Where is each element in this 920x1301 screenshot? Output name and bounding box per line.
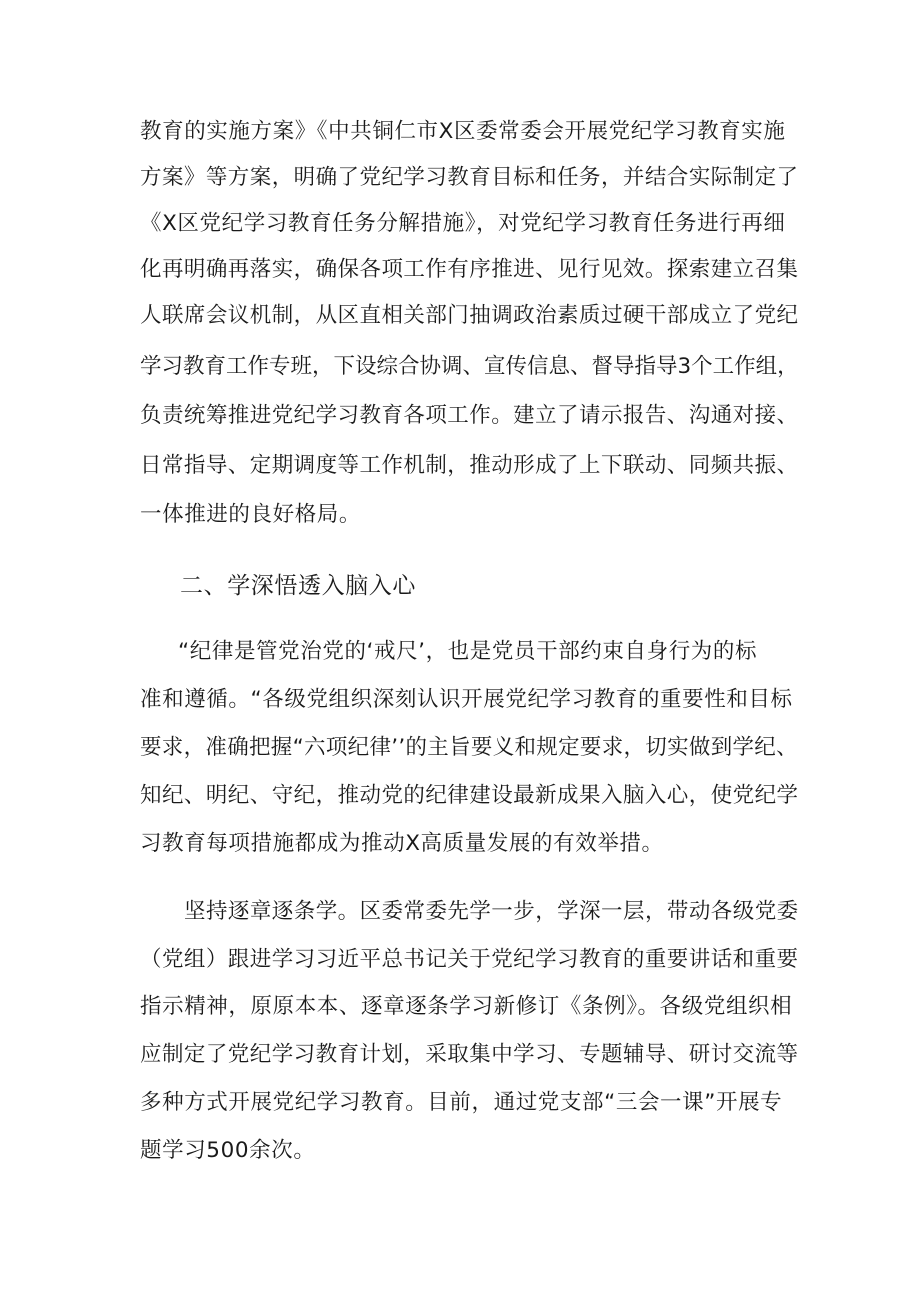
paragraph-line: 指示精神，原原本本、逐章逐条学习新修订《条例》。各级党组织相 <box>140 994 793 1019</box>
paragraph-line: 《X区党纪学习教育任务分解措施》，对党纪学习教育任务进行再细 <box>140 211 786 236</box>
paragraph-line: 化再明确再落实，确保各项工作有序推进、见行见效。探索建立召集 <box>140 257 799 282</box>
section-heading: 二、学深悟透入脑入心 <box>180 573 416 599</box>
paragraph-line: 多种方式开展党纪学习教育。目前，通过党支部“三会一课”开展专 <box>140 1090 783 1115</box>
paragraph-line: 学习教育工作专班，下设综合协调、宣传信息、督导指导3个工作组， <box>140 354 799 379</box>
paragraph-line: 负责统筹推进党纪学习教育各项工作。建立了请示报告、沟通对接、 <box>140 403 799 428</box>
paragraph-line: 人联席会议机制，从区直相关部门抽调政治素质过硬干部成立了党纪 <box>140 303 799 328</box>
paragraph-line: 日常指导、定期调度等工作机制，推动形成了上下联动、同频共振、 <box>140 453 799 478</box>
paragraph-line: 一体推进的良好格局。 <box>140 502 362 527</box>
paragraph-line: 要求，准确把握“六项纪律’’的主旨要义和规定要求，切实做到学纪、 <box>140 735 798 760</box>
paragraph-line: “纪律是管党治党的‘戒尺’，也是党员干部约束自身行为的标 <box>178 639 758 664</box>
paragraph-line: 坚持逐章逐条学。区委常委先学一步，学深一层，带动各级党委 <box>184 899 799 924</box>
paragraph-line: 准和遵循。“各级党组织深刻认识开展党纪学习教育的重要性和目标 <box>140 687 793 712</box>
paragraph-line: 方案》等方案，明确了党纪学习教育目标和任务，并结合实际制定了 <box>140 165 799 190</box>
paragraph-line: （党组）跟进学习习近平总书记关于党纪学习教育的重要讲话和重要 <box>140 947 799 972</box>
paragraph-line: 教育的实施方案》《中共铜仁市X区委常委会开展党纪学习教育实施 <box>140 119 786 144</box>
paragraph-line: 题学习500余次。 <box>140 1138 316 1163</box>
paragraph-line: 习教育每项措施都成为推动X高质量发展的有效举措。 <box>140 831 664 856</box>
paragraph-line: 应制定了党纪学习教育计划，采取集中学习、专题辅导、研讨交流等 <box>140 1042 799 1067</box>
paragraph-line: 知纪、明纪、守纪，推动党的纪律建设最新成果入脑入心，使党纪学 <box>140 783 799 808</box>
